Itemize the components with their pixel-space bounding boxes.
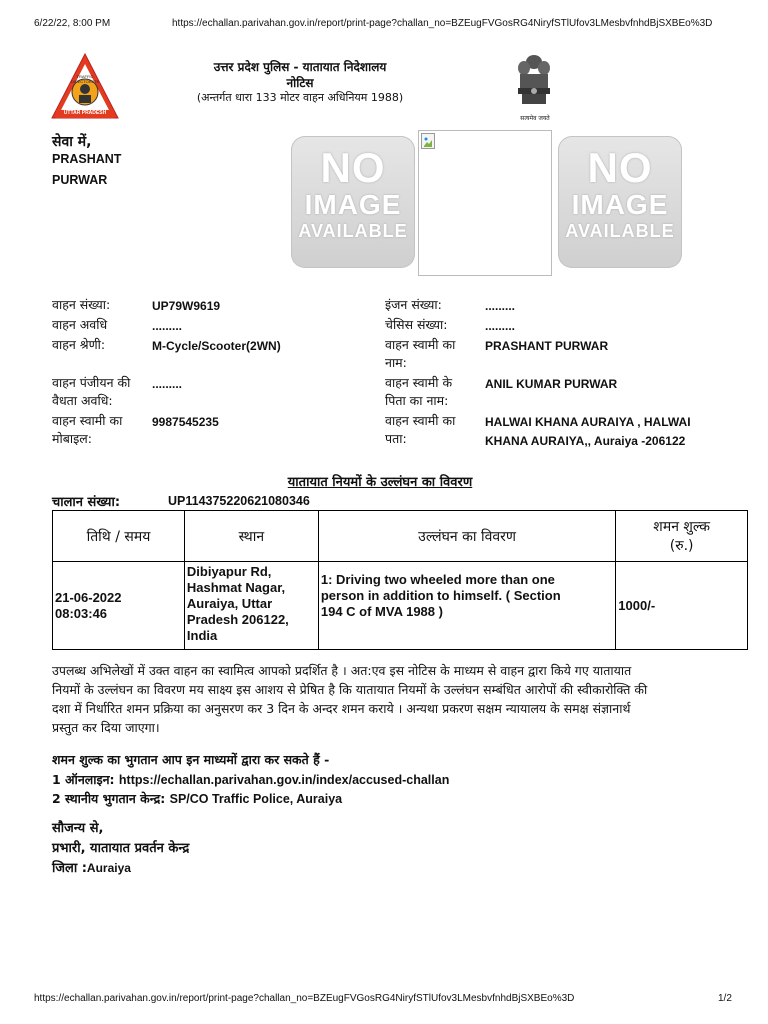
district-value: Auraiya: [86, 861, 131, 875]
no-image-text-image: IMAGE: [304, 189, 402, 220]
chassis-no-label: चेसिस संख्या:: [385, 317, 448, 332]
owner-mobile-value: 9987545235: [152, 415, 219, 429]
header-title: उत्तर प्रदेश पुलिस - यातायात निदेशालय: [213, 60, 387, 74]
no-image-text-no: NO: [587, 144, 653, 191]
cell-date: 21-06-2022: [55, 589, 122, 605]
print-url-footer: https://echallan.parivahan.gov.in/report/print-page?challan_no=BZEugFVGosRG4NiryfSTlUfov3LMesbvfnhdBjSXBEo%3D: [34, 993, 575, 1004]
owner-name-label-line1: वाहन स्वामी का: [385, 337, 456, 352]
national-emblem: [512, 52, 556, 114]
print-url-header: https://echallan.parivahan.gov.in/report/print-page?challan_no=BZEugFVGosRG4NiryfSTlUfov3LMesbvfnhdBjSXBEo%3D: [172, 18, 713, 29]
no-image-text-no: NO: [320, 144, 386, 191]
place-line: Pradesh 206122,: [186, 612, 289, 627]
header-notice: नोटिस: [286, 76, 314, 90]
vehicle-period-label: वाहन अवधि: [52, 317, 108, 332]
vehicle-class-value: M-Cycle/Scooter(2WN): [152, 339, 281, 353]
place-line: Hashmat Nagar,: [186, 580, 286, 595]
address-value-line2: KHANA AURAIYA,, Auraiya -206122: [485, 434, 686, 448]
no-image-text-available: AVAILABLE: [298, 221, 408, 241]
cell-datetime: [53, 562, 185, 650]
logo-text-bottom: UTTAR PRADESH: [63, 110, 107, 116]
header-place: स्थान: [184, 511, 318, 562]
payment-online-label: 1 ऑनलाइन:: [52, 772, 115, 787]
description-line: 194 C of MVA 1988 ): [320, 604, 443, 619]
table-header-row: [53, 511, 748, 562]
father-name-label-line2: पिता का नाम:: [385, 393, 449, 408]
logo-text-top: TRAFFIC DIRECTORATE: [70, 74, 100, 84]
vehicle-class-label: वाहन श्रेणी:: [52, 337, 106, 352]
header-description: उल्लंघन का विवरण: [318, 511, 615, 562]
cell-description: [318, 562, 615, 650]
print-page-number: 1/2: [718, 993, 732, 1004]
reg-validity-value: .........: [152, 377, 183, 391]
header-datetime: तिथि / समय: [53, 511, 185, 562]
recipient-name-line1: PRASHANT: [52, 152, 122, 166]
notice-line: उपलब्ध अभिलेखों में उक्त वाहन का स्वामित्व आपको प्रदर्शित है । अत:एव इस नोटिस के माध्यम से वाहन द्वारा किये गए यातायात: [52, 663, 632, 678]
notice-paragraph: [52, 661, 752, 737]
payment-heading: शमन शुल्क का भुगतान आप इन माध्यमों द्वारा कर सकते हैं -: [52, 752, 330, 767]
vehicle-no-label: वाहन संख्या:: [52, 297, 111, 312]
payment-local-label: 2 स्थानीय भुगतान केन्द्र:: [52, 791, 166, 806]
address-label-line2: पता:: [385, 431, 407, 446]
cell-time: 08:03:46: [55, 605, 108, 621]
father-name-value: ANIL KUMAR PURWAR: [485, 377, 618, 391]
address-label-line1: वाहन स्वामी का: [385, 413, 456, 428]
broken-image-icon: [421, 133, 435, 149]
notice-line: नियमों के उल्लंघन का विवरण मय साक्ष्य इस आशय से प्रेषित है कि यातायात नियमों के उल्लंघन सम्बंधित आरोपों की स्वीकारोक्ति की: [52, 682, 648, 697]
challan-no-value: UP114375220621080346: [168, 494, 310, 508]
owner-name-value: PRASHANT PURWAR: [485, 339, 609, 353]
place-line: Dibiyapur Rd,: [186, 564, 272, 579]
vehicle-no-value: UP79W9619: [152, 299, 221, 313]
reg-validity-label-line2: वैधता अवधि:: [52, 393, 113, 408]
chassis-no-value: .........: [485, 319, 516, 333]
recipient-name-line2: PURWAR: [52, 173, 108, 187]
salutation: सेवा में,: [52, 134, 92, 150]
payment-local: [52, 789, 342, 809]
payment-local-value: SP/CO Traffic Police, Auraiya: [169, 792, 343, 806]
no-image-placeholder-left: [291, 136, 415, 268]
district-line: [52, 858, 131, 876]
engine-no-label: इंजन संख्या:: [385, 297, 442, 312]
officer-line: प्रभारी, यातायात प्रवर्तन केन्द्र: [52, 841, 190, 856]
address-value-line1: HALWAI KHANA AURAIYA , HALWAI: [485, 415, 691, 429]
courtesy-line: सौजन्य से,: [52, 821, 104, 836]
print-datetime: 6/22/22, 8:00 PM: [34, 18, 111, 29]
payment-online-url[interactable]: https://echallan.parivahan.gov.in/index/accused-challan: [118, 773, 450, 787]
broken-image-frame: [418, 130, 552, 276]
header-fine-line1: शमन शुल्क: [653, 519, 710, 535]
cell-fine: 1000/-: [616, 562, 748, 650]
description-line: 1: Driving two wheeled more than one: [320, 572, 555, 587]
violation-section-title: यातायात नियमों के उल्लंघन का विवरण: [287, 475, 473, 490]
vehicle-period-value: .........: [152, 319, 183, 333]
no-image-placeholder-right: [558, 136, 682, 268]
reg-validity-label-line1: वाहन पंजीयन की: [52, 375, 131, 390]
owner-mobile-label-line1: वाहन स्वामी का: [52, 413, 123, 428]
engine-no-value: .........: [485, 299, 516, 313]
owner-name-label-line2: नाम:: [385, 355, 407, 370]
header-act: (अन्तर्गत धारा 133 मोटर वाहन अधिनियम 1988): [196, 91, 404, 104]
emblem-motto: सत्यमेव जयते: [520, 115, 550, 122]
place-line: India: [186, 628, 218, 643]
notice-line: प्रस्तुत कर दिया जाएगा।: [52, 720, 160, 735]
table-row: [53, 562, 748, 650]
traffic-directorate-logo: [50, 52, 120, 122]
district-label: जिला :: [52, 861, 87, 876]
challan-no-label: चालान संख्या:: [52, 495, 121, 510]
no-image-text-image: IMAGE: [571, 189, 669, 220]
cell-place: [184, 562, 318, 650]
notice-line: दशा में निर्धारित शमन प्रक्रिया का अनुसरण कर 3 दिन के अन्दर शमन कराये । अन्यथा प्रकरण सक्षम न्यायालय के समक्ष संज्ञानार्थ: [52, 701, 631, 716]
father-name-label-line1: वाहन स्वामी के: [385, 375, 453, 390]
header-fine-line2: (रु.): [669, 538, 694, 554]
place-line: Auraiya, Uttar: [186, 596, 273, 611]
no-image-text-available: AVAILABLE: [565, 221, 675, 241]
payment-online: [52, 770, 449, 790]
owner-mobile-label-line2: मोबाइल:: [52, 431, 92, 446]
description-line: person in addition to himself. ( Section: [320, 588, 561, 603]
header-fine: [616, 511, 748, 562]
violation-table: [52, 510, 748, 650]
